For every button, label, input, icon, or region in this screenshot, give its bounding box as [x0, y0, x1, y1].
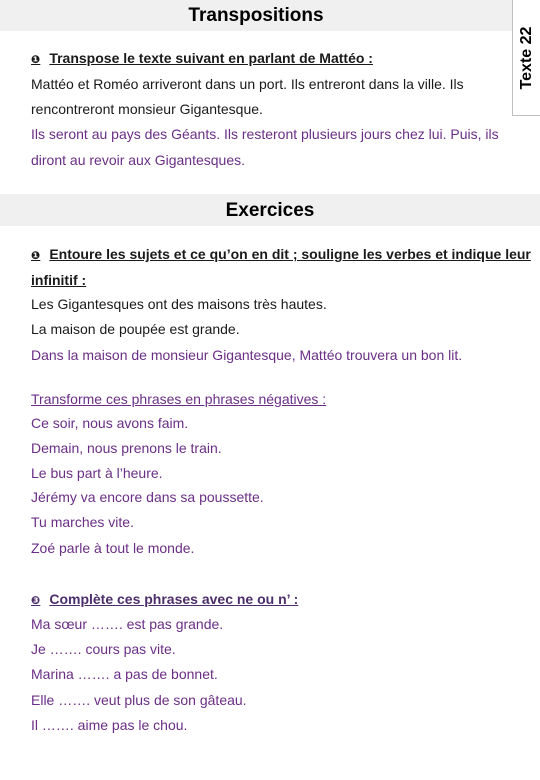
exercise2-sentence: Demain, nous prenons le train.: [31, 440, 222, 456]
number-one-icon: ❶: [31, 250, 41, 262]
exercise2-sentence: Tu marches vite.: [31, 514, 134, 530]
number-one-icon: ❶: [31, 54, 41, 66]
exercise3-instruction: [31, 591, 298, 607]
exercise2-sentence: Ce soir, nous avons faim.: [31, 415, 189, 431]
exercise1-sentence: Les Gigantesques ont des maisons très hautes.: [31, 296, 327, 312]
transposition-line: Mattéo et Roméo arriveront dans un port. Ils entreront dans la ville. Ils: [31, 76, 464, 92]
section-title-transpositions: Transpositions: [0, 0, 512, 31]
exercise2-sentence: Jérémy va encore dans sa poussette.: [31, 489, 264, 505]
transposition-line: Ils seront au pays des Géants. Ils resteront plusieurs jours chez lui. Puis, ils: [31, 126, 499, 142]
text-number-label: Texte 22: [517, 26, 535, 89]
transposition-instruction: [31, 50, 373, 66]
text-number-tab: [512, 0, 540, 116]
number-three-icon: ❸: [31, 595, 41, 607]
exercise1-sentence: La maison de poupée est grande.: [31, 321, 240, 337]
exercise1-instruction-line2: infinitif :: [31, 272, 87, 288]
exercise2-sentence: Le bus part à l’heure.: [31, 465, 163, 481]
transposition-instruction-text: Transpose le texte suivant en parlant de Mattéo :: [49, 50, 373, 66]
exercise3-instruction-text: Complète ces phrases avec ne ou n’ :: [49, 591, 299, 607]
exercise1-instruction: [31, 246, 531, 262]
exercise3-sentence: Marina ……. a pas de bonnet.: [31, 666, 218, 682]
exercise3-sentence: Je ……. cours pas vite.: [31, 641, 176, 657]
transposition-line: diront au revoir aux Gigantesques.: [31, 152, 246, 168]
transposition-line: rencontreront monsieur Gigantesque.: [31, 101, 263, 117]
exercise3-sentence: Elle ……. veut plus de son gâteau.: [31, 692, 247, 708]
exercise3-sentence: Ma sœur ……. est pas grande.: [31, 616, 224, 632]
exercise2-instruction: Transforme ces phrases en phrases négatives :: [31, 391, 327, 407]
exercise1-sentence: Dans la maison de monsieur Gigantesque, Mattéo trouvera un bon lit.: [31, 347, 463, 363]
exercise2-sentence: Zoé parle à tout le monde.: [31, 540, 195, 556]
exercise1-instruction-text: Entoure les sujets et ce qu’on en dit ; souligne les verbes et indique leur: [49, 246, 531, 262]
section-title-exercices: Exercices: [0, 194, 540, 226]
exercise3-sentence: Il ……. aime pas le chou.: [31, 717, 188, 733]
